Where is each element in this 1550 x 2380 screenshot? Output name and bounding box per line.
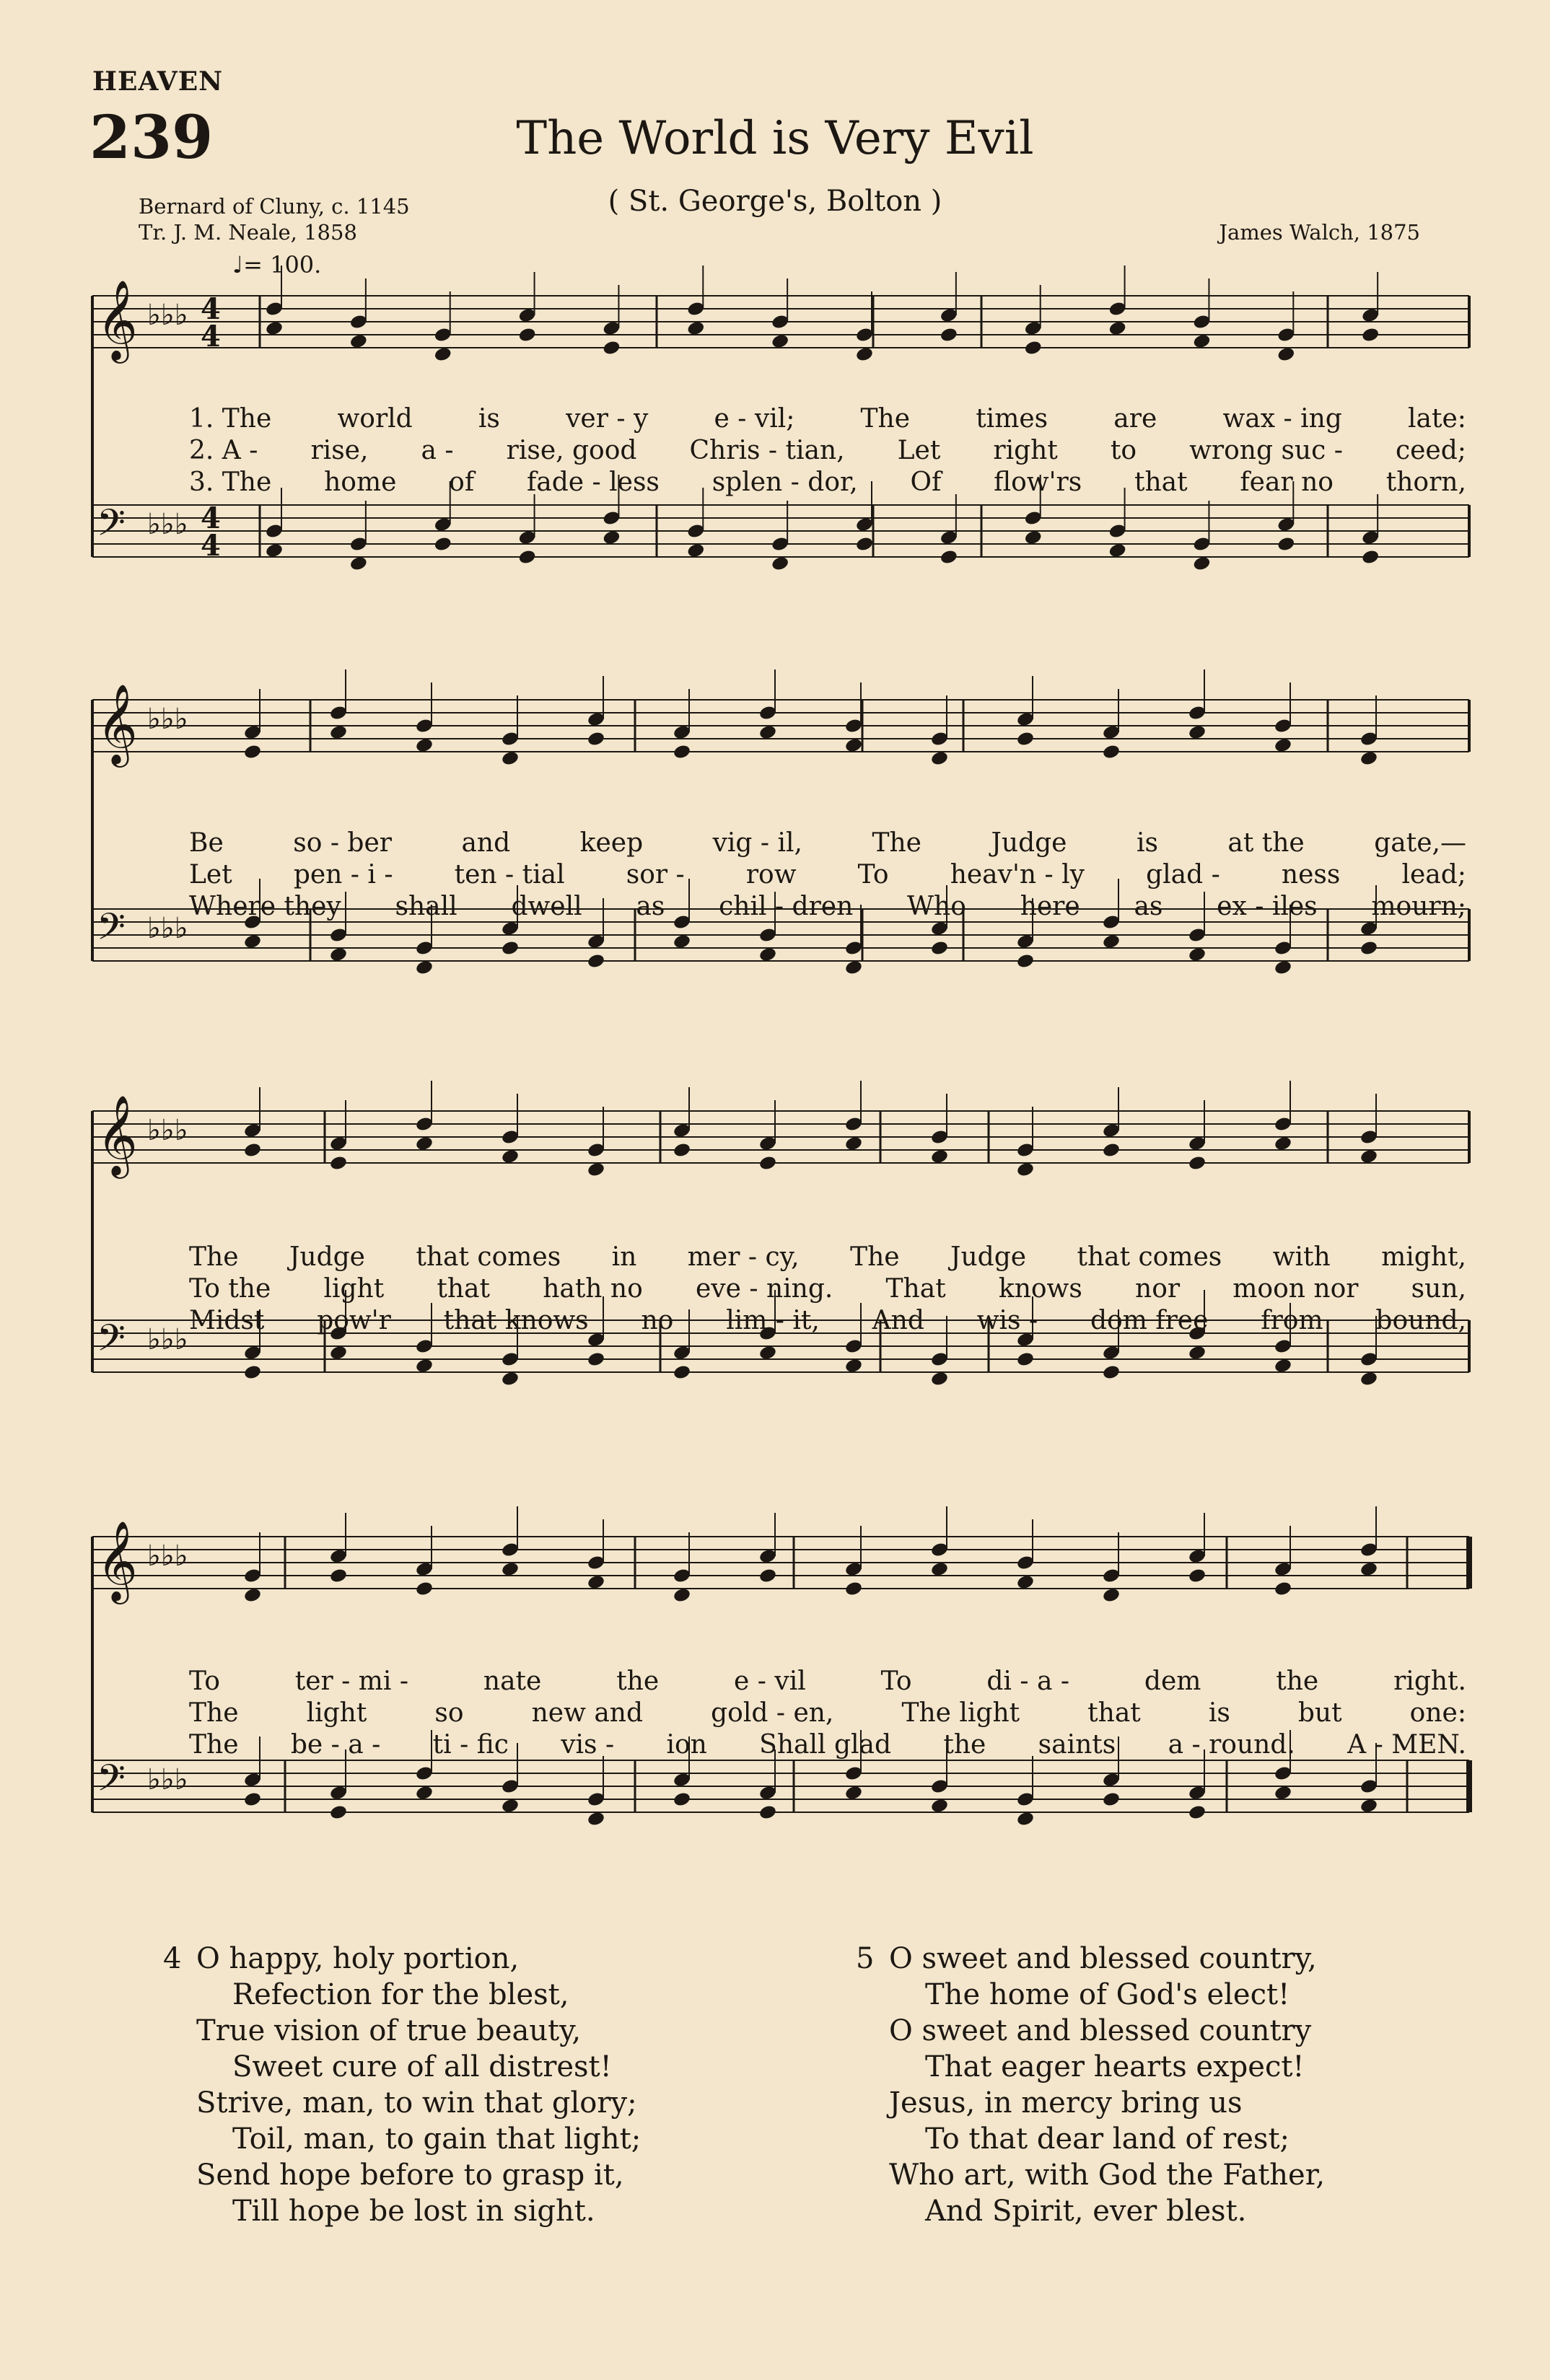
notehead-icon: [673, 1364, 691, 1381]
stanza-line: To that dear land of rest;: [925, 2122, 1290, 2156]
lyric-syllable: 3. The: [189, 467, 272, 497]
notehead-icon: [844, 737, 863, 754]
lyric-syllable: ti - fic: [432, 1730, 509, 1760]
lyric-syllable: gate,—: [1374, 828, 1466, 858]
notehead-icon: [1274, 1136, 1292, 1152]
notehead-icon: [930, 1149, 949, 1165]
treble-clef-icon: 𝄞: [97, 1520, 138, 1601]
lyric-syllable: The: [189, 1698, 239, 1728]
lyric-syllable: with: [1272, 1242, 1331, 1272]
notehead-icon: [1359, 940, 1378, 957]
stanza-line: Strive, man, to win that glory;: [196, 2086, 637, 2120]
lyric-syllable: To: [880, 1667, 912, 1696]
lyric-syllable: Who: [907, 892, 966, 921]
lyric-syllable: pow'r: [317, 1306, 391, 1335]
notehead-icon: [1108, 320, 1126, 337]
lyric-line: [189, 1274, 1466, 1304]
stanza-number: 4: [163, 1942, 182, 1975]
notehead-icon: [243, 1142, 262, 1159]
lyric-syllable: late:: [1408, 404, 1466, 434]
lyric-syllable: right: [993, 436, 1058, 465]
notehead-icon: [587, 1574, 605, 1591]
notehead-icon: [265, 320, 284, 337]
notehead-icon: [1359, 1149, 1378, 1165]
lyric-syllable: dem: [1144, 1667, 1201, 1696]
notehead-icon: [243, 934, 262, 950]
notehead-icon: [501, 750, 520, 767]
lyric-syllable: new and: [531, 1698, 644, 1728]
notehead-icon: [1016, 1574, 1035, 1591]
lyric-syllable: The: [189, 1730, 239, 1760]
stanza-line: Jesus, in mercy bring us: [889, 2086, 1243, 2120]
key-signature-icon: ♭♭♭: [147, 1114, 188, 1147]
stanza-line: The home of God's elect!: [925, 1978, 1290, 2011]
time-signature-icon: 4: [201, 320, 221, 354]
time-signature-icon: 4: [201, 501, 221, 535]
notehead-icon: [1274, 1581, 1292, 1597]
lyric-syllable: no: [641, 1306, 674, 1335]
notehead-icon: [1361, 327, 1380, 343]
lyric-syllable: nate: [483, 1667, 542, 1696]
lyric-syllable: Judge: [950, 1242, 1027, 1272]
lyric-syllable: at the: [1227, 828, 1305, 858]
notehead-icon: [434, 536, 452, 553]
lyric-syllable: so: [434, 1698, 464, 1728]
lyric-syllable: that comes: [416, 1242, 561, 1272]
notehead-icon: [758, 1155, 777, 1172]
notehead-icon: [415, 1581, 434, 1597]
lyric-syllable: chil - dren: [719, 892, 854, 921]
notehead-icon: [940, 327, 958, 343]
notehead-icon: [1188, 1345, 1207, 1361]
stanza-line: True vision of true beauty,: [196, 2014, 582, 2047]
notehead-icon: [1102, 744, 1121, 760]
lyric-syllable: Judge: [991, 828, 1067, 858]
notehead-icon: [434, 346, 452, 363]
notehead-icon: [1359, 1798, 1378, 1814]
stanza-line: Who art, with God the Father,: [889, 2159, 1326, 2192]
lyric-syllable: vis -: [561, 1730, 615, 1760]
tempo-marking: [232, 251, 321, 278]
notehead-icon: [686, 543, 705, 559]
notehead-icon: [415, 1358, 434, 1374]
notehead-icon: [673, 744, 691, 760]
lyric-syllable: mourn;: [1371, 892, 1466, 921]
lyric-syllable: bound,: [1375, 1306, 1466, 1335]
lyric-syllable: e - vil;: [714, 404, 795, 434]
stanza-line: O sweet and blessed country: [889, 2014, 1312, 2047]
lyric-line: [189, 436, 1466, 465]
notehead-icon: [587, 953, 605, 970]
lyric-syllable: but: [1297, 1698, 1342, 1728]
lyric-syllable: Shall glad: [759, 1730, 892, 1760]
lyric-syllable: fade - less: [526, 467, 660, 497]
lyric-syllable: The: [189, 1242, 239, 1272]
lyric-syllable: from: [1261, 1306, 1323, 1335]
key-signature-icon: ♭♭♭: [147, 508, 188, 541]
notehead-icon: [930, 750, 949, 767]
stanza-5: [856, 1941, 1326, 2229]
key-signature-icon: ♭♭♭: [147, 703, 188, 736]
notehead-icon: [1188, 1155, 1207, 1172]
notehead-icon: [1016, 1162, 1035, 1178]
notehead-icon: [1102, 1142, 1121, 1159]
lyric-syllable: is: [478, 404, 500, 434]
notehead-icon: [415, 1785, 434, 1801]
lyric-syllable: keep: [579, 828, 644, 858]
lyric-syllable: nor: [1135, 1274, 1181, 1304]
lyric-syllable: and: [461, 828, 511, 858]
notehead-icon: [1359, 1561, 1378, 1578]
notehead-icon: [243, 1364, 262, 1381]
author-credit: [139, 193, 410, 245]
lyric-syllable: moon nor: [1232, 1274, 1359, 1304]
lyric-syllable: flow'rs: [994, 467, 1082, 497]
notehead-icon: [415, 960, 434, 976]
lyric-syllable: sun,: [1411, 1274, 1466, 1304]
notehead-icon: [1274, 737, 1292, 754]
notehead-icon: [1016, 1351, 1035, 1368]
lyric-line: [189, 860, 1466, 890]
lyric-syllable: times: [976, 404, 1048, 434]
lyric-syllable: shall: [395, 892, 457, 921]
notehead-icon: [587, 731, 605, 747]
notehead-icon: [329, 1804, 348, 1821]
lyric-syllable: Chris - tian,: [689, 436, 845, 465]
notehead-icon: [930, 1371, 949, 1387]
notehead-icon: [1359, 750, 1378, 767]
time-signature-icon: 4: [201, 292, 221, 326]
key-signature-icon: ♭♭♭: [147, 1763, 188, 1796]
lyric-syllable: ex - iles: [1217, 892, 1318, 921]
stanza-line: O sweet and blessed country,: [889, 1942, 1317, 1975]
lyric-syllable: Let: [897, 436, 941, 465]
lyric-syllable: And: [872, 1306, 924, 1335]
treble-clef-icon: 𝄞: [97, 1094, 138, 1175]
notehead-icon: [1192, 333, 1211, 350]
lyric-syllable: The: [850, 1242, 900, 1272]
lyric-syllable: the: [1276, 1667, 1319, 1696]
notehead-icon: [930, 1561, 949, 1578]
notehead-icon: [758, 1568, 777, 1584]
stanza-line: Sweet cure of all distrest!: [232, 2050, 612, 2083]
key-signature-icon: ♭♭♭: [147, 1540, 188, 1573]
lyric-syllable: ter - mi -: [294, 1667, 409, 1696]
lyric-syllable: To the: [189, 1274, 271, 1304]
lyric-syllable: to: [1110, 436, 1137, 465]
section-label: HEAVEN: [92, 66, 224, 97]
lyric-syllable: is: [1136, 828, 1158, 858]
lyric-syllable: thorn,: [1385, 467, 1466, 497]
lyric-syllable: Be: [189, 828, 224, 858]
bass-clef-icon: 𝄢: [97, 501, 126, 553]
notehead-icon: [243, 744, 262, 760]
stanza-line: Toil, man, to gain that light;: [232, 2122, 642, 2156]
lyric-syllable: light: [306, 1698, 367, 1728]
lyric-line: [189, 1698, 1466, 1728]
lyric-syllable: mer - cy,: [687, 1242, 800, 1272]
key-signature-icon: ♭♭♭: [147, 912, 188, 945]
notehead-icon: [930, 1798, 949, 1814]
notehead-icon: [1188, 1568, 1207, 1584]
lyric-syllable: fear no: [1240, 467, 1334, 497]
lyric-line: [189, 892, 1466, 921]
author-line: Bernard of Cluny, c. 1145: [139, 194, 410, 219]
lyric-syllable: a - round.: [1168, 1730, 1295, 1760]
bass-clef-icon: 𝄢: [97, 905, 126, 957]
notehead-icon: [243, 1791, 262, 1808]
notehead-icon: [243, 1587, 262, 1604]
key-signature-icon: ♭♭♭: [147, 299, 188, 332]
lyric-syllable: ceed;: [1395, 436, 1466, 465]
lyric-syllable: To: [857, 860, 889, 890]
notehead-icon: [771, 333, 789, 350]
notehead-icon: [415, 1136, 434, 1152]
lyric-syllable: lead;: [1401, 860, 1466, 890]
notehead-icon: [329, 724, 348, 741]
lyric-syllable: vig - il,: [712, 828, 802, 858]
notehead-icon: [501, 940, 520, 957]
notehead-icon: [686, 320, 705, 337]
lyric-syllable: Judge: [289, 1242, 365, 1272]
lyric-syllable: in: [611, 1242, 637, 1272]
notehead-icon: [771, 556, 789, 572]
lyric-syllable: that comes: [1077, 1242, 1222, 1272]
stanza-line: And Spirit, ever blest.: [925, 2195, 1247, 2228]
stanza-line: Refection for the blest,: [232, 1978, 569, 2011]
notehead-icon: [329, 1568, 348, 1584]
lyric-syllable: ness: [1281, 860, 1341, 890]
lyric-syllable: wis -: [976, 1306, 1038, 1335]
lyric-syllable: pen - i -: [293, 860, 393, 890]
lyric-syllable: might,: [1381, 1242, 1466, 1272]
lyric-syllable: home: [324, 467, 397, 497]
lyric-syllable: sor -: [626, 860, 685, 890]
treble-clef-icon: 𝄞: [97, 279, 138, 360]
lyric-syllable: dwell: [511, 892, 582, 921]
bass-clef-icon: 𝄢: [97, 1756, 126, 1809]
notehead-icon: [329, 1155, 348, 1172]
lyric-syllable: Let: [189, 860, 232, 890]
lyric-syllable: Where they: [189, 892, 341, 921]
lyric-syllable: that knows: [443, 1306, 589, 1335]
lyric-line: [189, 467, 1466, 497]
lyric-syllable: light: [323, 1274, 385, 1304]
lyric-syllable: eve - ning.: [695, 1274, 833, 1304]
time-signature-icon: 4: [201, 529, 221, 563]
notehead-icon: [1016, 1811, 1035, 1827]
stanza-line: O happy, holy portion,: [196, 1942, 520, 1975]
notehead-icon: [855, 346, 874, 363]
notehead-icon: [844, 1136, 863, 1152]
notehead-icon: [1192, 556, 1211, 572]
notehead-icon: [1277, 536, 1295, 553]
lyric-syllable: The light: [901, 1698, 1020, 1728]
lyric-syllable: ten - tial: [454, 860, 565, 890]
lyric-syllable: heav'n - ly: [950, 860, 1085, 890]
lyric-syllable: The: [860, 404, 911, 434]
notehead-icon: [673, 934, 691, 950]
lyric-syllable: e - vil: [734, 1667, 806, 1696]
notehead-icon: [1102, 934, 1121, 950]
stanza-number: 5: [856, 1942, 875, 1975]
lyric-syllable: gold - en,: [711, 1698, 834, 1728]
lyric-syllable: knows: [998, 1274, 1082, 1304]
notehead-icon: [673, 1791, 691, 1808]
lyric-syllable: di - a -: [986, 1667, 1070, 1696]
lyric-syllable: one:: [1409, 1698, 1466, 1728]
notehead-icon: [1024, 530, 1043, 546]
notehead-icon: [855, 536, 874, 553]
hymn-number: 239: [89, 103, 214, 172]
lyric-syllable: so - ber: [293, 828, 392, 858]
stanza-4: [163, 1941, 642, 2229]
notehead-icon: [758, 1345, 777, 1361]
lyric-syllable: splen - dor,: [711, 467, 858, 497]
notehead-icon: [517, 327, 536, 343]
key-signature-icon: ♭♭♭: [147, 1323, 188, 1356]
lyric-syllable: right.: [1393, 1667, 1466, 1696]
notehead-icon: [1274, 960, 1292, 976]
lyric-syllable: as: [636, 892, 665, 921]
notehead-icon: [844, 1785, 863, 1801]
composer-credit: James Walch, 1875: [1219, 220, 1420, 245]
notehead-icon: [758, 947, 777, 963]
lyric-syllable: world: [337, 404, 413, 434]
lyric-syllable: The: [872, 828, 921, 858]
notehead-icon: [1188, 947, 1207, 963]
lyric-syllable: A - MEN.: [1347, 1730, 1466, 1760]
notehead-icon: [1102, 1364, 1121, 1381]
notehead-icon: [1024, 340, 1043, 356]
notehead-icon: [758, 724, 777, 741]
notehead-icon: [1188, 1804, 1207, 1821]
notehead-icon: [930, 940, 949, 957]
lyric-syllable: That: [885, 1274, 946, 1304]
notehead-icon: [517, 549, 536, 566]
lyric-syllable: ion: [666, 1730, 707, 1760]
hymn-title: The World is Very Evil: [516, 112, 1034, 165]
notehead-icon: [329, 1345, 348, 1361]
stanza-line: Till hope be lost in sight.: [232, 2195, 595, 2228]
lyric-syllable: that: [1087, 1698, 1141, 1728]
lyric-syllable: the: [943, 1730, 986, 1760]
notehead-icon: [1274, 1785, 1292, 1801]
music-system-3: [0, 1094, 1550, 1443]
notehead-icon: [1359, 1371, 1378, 1387]
notehead-icon: [758, 1804, 777, 1821]
lyric-syllable: 1. The: [189, 404, 272, 434]
lyric-line: [189, 404, 1466, 434]
lyric-line: [189, 1667, 1466, 1696]
lyric-syllable: dom free: [1090, 1306, 1209, 1335]
quarter-note-icon: ♩: [232, 251, 244, 278]
lyric-line: [189, 1306, 1466, 1335]
notehead-icon: [1277, 346, 1295, 363]
notehead-icon: [673, 1587, 691, 1604]
lyric-syllable: hath no: [543, 1274, 643, 1304]
lyric-syllable: here: [1020, 892, 1080, 921]
tempo-value: = 100.: [243, 251, 322, 278]
lyric-syllable: row: [745, 860, 797, 890]
lyric-syllable: that: [437, 1274, 490, 1304]
notehead-icon: [501, 1149, 520, 1165]
notehead-icon: [415, 737, 434, 754]
lyric-syllable: that: [1134, 467, 1188, 497]
notehead-icon: [602, 530, 621, 546]
stanza-line: That eager hearts expect!: [925, 2050, 1305, 2083]
notehead-icon: [1016, 731, 1035, 747]
notehead-icon: [501, 1371, 520, 1387]
notehead-icon: [501, 1561, 520, 1578]
lyric-syllable: rise,: [310, 436, 369, 465]
notehead-icon: [602, 340, 621, 356]
lyric-syllable: wax - ing: [1222, 404, 1342, 434]
notehead-icon: [940, 549, 958, 566]
notehead-icon: [329, 947, 348, 963]
lyric-syllable: is: [1208, 1698, 1230, 1728]
notehead-icon: [1108, 543, 1126, 559]
stanza-line: Send hope before to grasp it,: [196, 2159, 624, 2192]
notehead-icon: [844, 1581, 863, 1597]
lyric-line: [189, 1730, 1466, 1760]
lyric-syllable: are: [1113, 404, 1157, 434]
notehead-icon: [844, 1358, 863, 1374]
notehead-icon: [1102, 1587, 1121, 1604]
notehead-icon: [1188, 724, 1207, 741]
lyric-syllable: Midst: [189, 1306, 265, 1335]
lyric-syllable: a -: [421, 436, 454, 465]
notehead-icon: [1102, 1791, 1121, 1808]
lyric-line: [189, 828, 1466, 858]
bass-clef-icon: 𝄢: [97, 1316, 126, 1369]
lyric-syllable: of: [449, 467, 475, 497]
tune-name: ( St. George's, Bolton ): [608, 185, 942, 218]
lyric-syllable: To: [189, 1667, 220, 1696]
lyric-syllable: ver - y: [566, 404, 649, 434]
notehead-icon: [587, 1351, 605, 1368]
notehead-icon: [587, 1162, 605, 1178]
translator-line: Tr. J. M. Neale, 1858: [139, 220, 357, 245]
notehead-icon: [1274, 1358, 1292, 1374]
lyric-syllable: saints: [1038, 1730, 1116, 1760]
notehead-icon: [673, 1142, 691, 1159]
lyric-syllable: 2. A -: [189, 436, 258, 465]
notehead-icon: [265, 543, 284, 559]
lyric-syllable: as: [1134, 892, 1163, 921]
lyric-syllable: wrong suc -: [1189, 436, 1343, 465]
lyric-syllable: rise, good: [506, 436, 637, 465]
lyric-syllable: the: [616, 1667, 660, 1696]
notehead-icon: [1016, 953, 1035, 970]
treble-clef-icon: 𝄞: [97, 683, 138, 764]
lyric-syllable: lim - it,: [726, 1306, 820, 1335]
lyric-syllable: glad -: [1146, 860, 1220, 890]
notehead-icon: [587, 1811, 605, 1827]
lyric-syllable: Of: [910, 467, 942, 497]
notehead-icon: [501, 1798, 520, 1814]
lyric-syllable: be - a -: [290, 1730, 381, 1760]
notehead-icon: [349, 556, 368, 572]
notehead-icon: [349, 333, 368, 350]
lyric-line: [189, 1242, 1466, 1272]
notehead-icon: [1361, 549, 1380, 566]
notehead-icon: [844, 960, 863, 976]
